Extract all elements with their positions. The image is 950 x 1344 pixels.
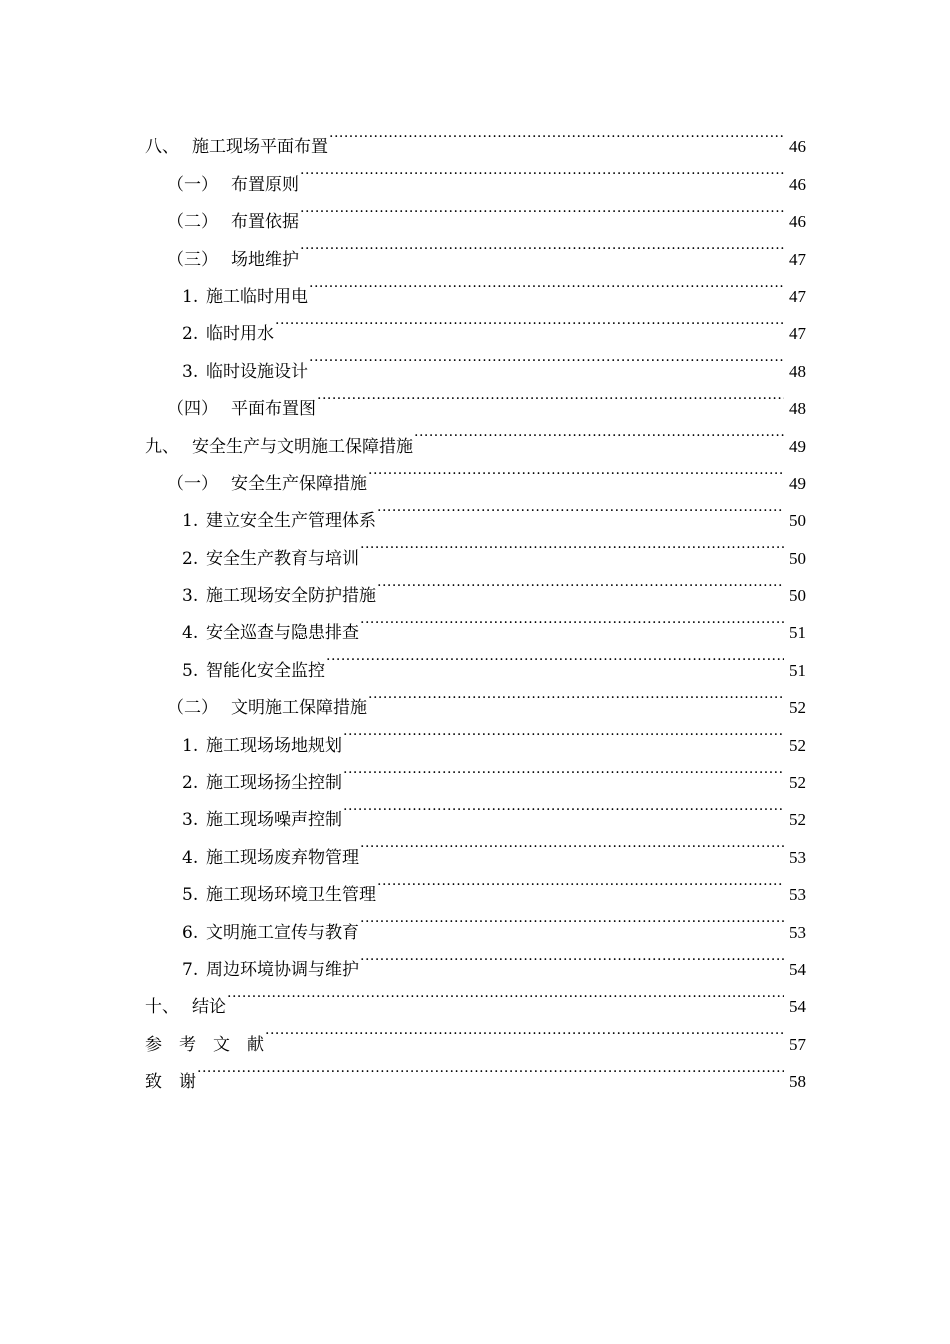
toc-entry-title: 施工现场平面布置 <box>192 137 328 158</box>
toc-page-number: 51 <box>789 660 806 680</box>
toc-entry-title: 临时设施设计 <box>206 361 308 382</box>
toc-dot-leader <box>300 152 784 189</box>
toc-dot-leader <box>360 938 784 975</box>
toc-dot-leader <box>343 713 784 750</box>
toc-dot-leader <box>317 377 784 414</box>
toc-entry-title: 布置原则 <box>231 174 299 195</box>
toc-entry-title: 安全生产教育与培训 <box>206 548 359 569</box>
toc-entry-title: 施工现场场地规划 <box>206 735 342 756</box>
toc-dot-leader <box>377 863 784 900</box>
toc-entry-title: 安全生产保障措施 <box>231 473 367 494</box>
toc-page-number: 54 <box>789 959 806 979</box>
toc-entry-title: 施工现场噪声控制 <box>206 810 342 831</box>
toc-entry-number: （一） <box>167 174 218 195</box>
toc-dot-leader <box>343 751 784 788</box>
toc-dot-leader <box>326 638 784 675</box>
toc-page-number: 48 <box>789 399 806 419</box>
toc-page-number: 50 <box>789 548 806 568</box>
toc-dot-leader <box>300 190 784 227</box>
toc-dot-leader <box>309 339 784 376</box>
toc-entry-title: 安全生产与文明施工保障措施 <box>192 436 413 457</box>
toc-entry[interactable] <box>145 1050 806 1093</box>
toc-dot-leader <box>414 414 784 451</box>
toc-page-number: 46 <box>789 212 806 232</box>
toc-entry-number: 2. <box>182 548 199 569</box>
toc-entry-number: 3. <box>182 810 199 831</box>
toc-entry[interactable] <box>145 1012 806 1055</box>
toc-entry[interactable] <box>145 975 806 1018</box>
toc-dot-leader <box>265 1012 784 1049</box>
toc-entry-number: 1. <box>182 286 199 307</box>
toc-entry[interactable] <box>145 115 806 158</box>
toc-dot-leader <box>343 788 784 825</box>
table-of-contents <box>145 115 806 1093</box>
toc-page-number: 46 <box>789 137 806 157</box>
toc-page-number: 51 <box>789 623 806 643</box>
toc-entry-number: 3. <box>182 361 199 382</box>
toc-page-number: 52 <box>789 773 806 793</box>
toc-entry-number: （三） <box>167 249 218 270</box>
toc-entry-title: 施工现场安全防护措施 <box>206 586 376 607</box>
toc-entry-number: 5. <box>182 660 199 681</box>
toc-entry-title: 布置依据 <box>231 212 299 233</box>
toc-page-number: 46 <box>789 174 806 194</box>
toc-dot-leader <box>360 825 784 862</box>
toc-dot-leader <box>368 452 784 489</box>
toc-entry-number: 十、 <box>145 997 179 1018</box>
toc-page-number: 49 <box>789 436 806 456</box>
toc-page-number: 53 <box>789 847 806 867</box>
toc-entry-title: 结论 <box>192 997 226 1018</box>
toc-entry-title: 场地维护 <box>231 249 299 270</box>
toc-entry-number: 7. <box>182 959 199 980</box>
toc-page-number: 54 <box>789 997 806 1017</box>
toc-dot-leader <box>300 227 784 264</box>
toc-entry-title: 文明施工保障措施 <box>231 698 367 719</box>
toc-dot-leader <box>309 265 784 302</box>
toc-page-number: 57 <box>789 1034 806 1054</box>
toc-entry-title: 建立安全生产管理体系 <box>206 511 376 532</box>
toc-entry-number: 4. <box>182 847 199 868</box>
toc-entry-number: 九、 <box>145 436 179 457</box>
toc-page-number: 52 <box>789 698 806 718</box>
toc-entry-title: 智能化安全监控 <box>206 660 325 681</box>
toc-dot-leader <box>197 1050 784 1087</box>
toc-entry-number: 5. <box>182 885 199 906</box>
toc-entry-number: （二） <box>167 698 218 719</box>
toc-entry-number: 八、 <box>145 137 179 158</box>
toc-entry-number: 6. <box>182 922 199 943</box>
toc-dot-leader <box>329 115 784 152</box>
toc-entry-title: 施工现场扬尘控制 <box>206 773 342 794</box>
toc-dot-leader <box>360 526 784 563</box>
toc-dot-leader <box>227 975 784 1012</box>
toc-page-number: 47 <box>789 286 806 306</box>
toc-page-number: 58 <box>789 1072 806 1092</box>
toc-entry-title: 施工现场废弃物管理 <box>206 847 359 868</box>
toc-entry-title: 临时用水 <box>206 324 274 345</box>
toc-entry-number: 2. <box>182 324 199 345</box>
toc-dot-leader <box>377 489 784 526</box>
toc-page-number: 52 <box>789 810 806 830</box>
toc-entry-title: 致 谢 <box>145 1072 196 1093</box>
toc-dot-leader <box>360 601 784 638</box>
toc-dot-leader <box>368 676 784 713</box>
toc-dot-leader <box>377 564 784 601</box>
toc-dot-leader <box>275 302 784 339</box>
toc-entry-title: 平面布置图 <box>231 399 316 420</box>
toc-entry-title: 安全巡查与隐患排查 <box>206 623 359 644</box>
toc-dot-leader <box>360 900 784 937</box>
toc-page-number: 53 <box>789 922 806 942</box>
toc-page-number: 48 <box>789 361 806 381</box>
toc-page-number: 52 <box>789 735 806 755</box>
toc-entry-title: 文明施工宣传与教育 <box>206 922 359 943</box>
toc-entry-number: 1. <box>182 735 199 756</box>
toc-entry-title: 周边环境协调与维护 <box>206 959 359 980</box>
toc-entry-title: 施工临时用电 <box>206 286 308 307</box>
toc-entry-title: 参 考 文 献 <box>145 1034 264 1055</box>
toc-page-number: 53 <box>789 885 806 905</box>
toc-page-number: 49 <box>789 473 806 493</box>
toc-page-number: 47 <box>789 249 806 269</box>
toc-entry-number: 4. <box>182 623 199 644</box>
toc-entry-number: 3. <box>182 586 199 607</box>
toc-page-number: 50 <box>789 511 806 531</box>
toc-entry-number: （一） <box>167 473 218 494</box>
toc-entry-title: 施工现场环境卫生管理 <box>206 885 376 906</box>
toc-page-number: 50 <box>789 586 806 606</box>
toc-entry-number: 2. <box>182 773 199 794</box>
toc-entry-number: （二） <box>167 212 218 233</box>
toc-page-number: 47 <box>789 324 806 344</box>
toc-entry-number: （四） <box>167 399 218 420</box>
toc-entry-number: 1. <box>182 511 199 532</box>
